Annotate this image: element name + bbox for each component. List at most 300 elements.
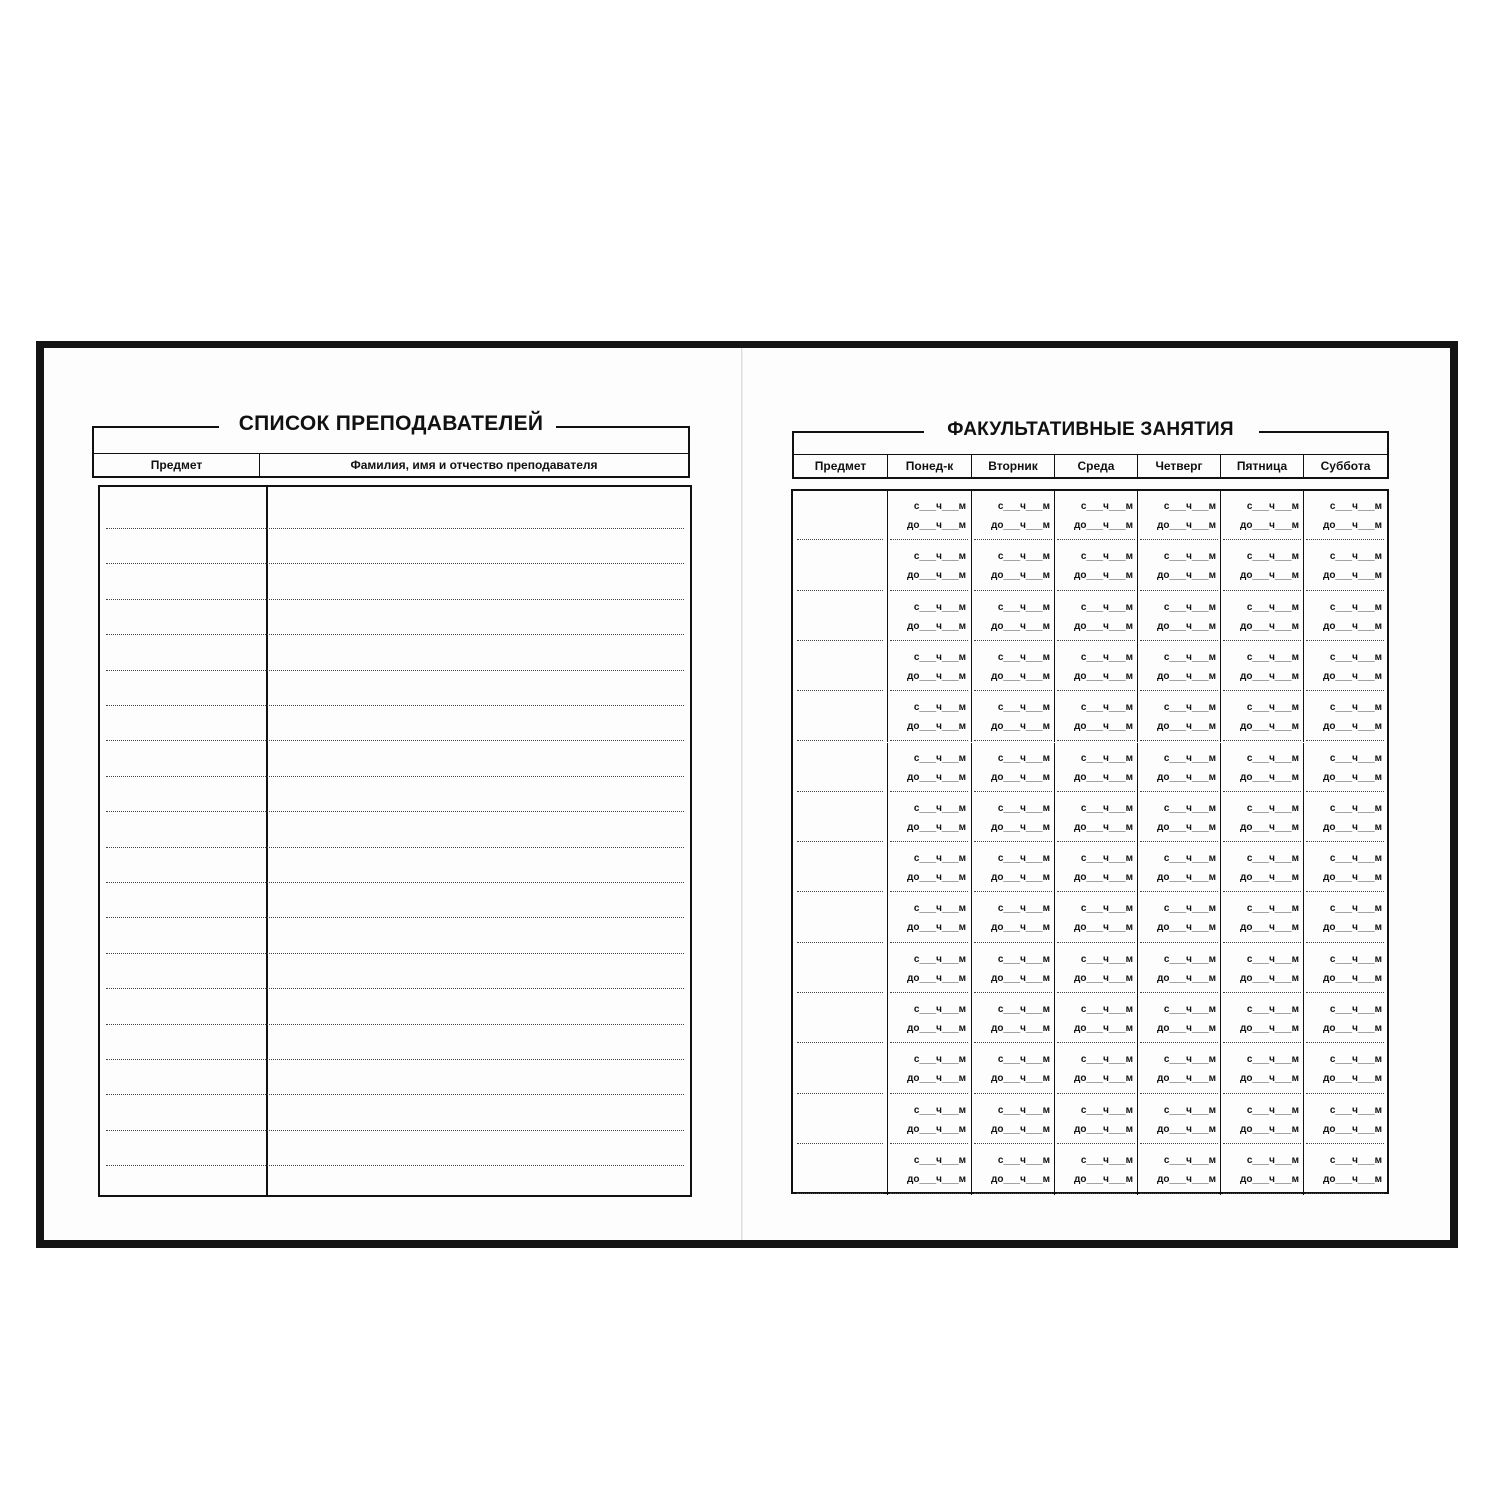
- time-to-label: до___ч___м: [1156, 821, 1216, 833]
- entry-line[interactable]: [106, 1130, 684, 1131]
- time-cell-tuesday[interactable]: [971, 994, 1054, 1044]
- time-cell-monday[interactable]: [887, 843, 970, 893]
- column-header-thursday: Четверг: [1138, 455, 1221, 478]
- time-cell-thursday[interactable]: [1137, 843, 1220, 893]
- row-separator: [974, 1193, 1052, 1194]
- time-from-label: с___ч___м: [1329, 1054, 1382, 1066]
- time-from-label: с___ч___м: [1080, 1104, 1133, 1116]
- time-cell-wednesday[interactable]: [1054, 793, 1137, 843]
- time-to-label: до___ч___м: [1073, 821, 1133, 833]
- entry-line[interactable]: [106, 811, 684, 812]
- entry-line[interactable]: [106, 882, 684, 883]
- row-separator: [1223, 590, 1301, 591]
- teachers-table-body: [98, 485, 692, 1197]
- time-to-label: до___ч___м: [1073, 972, 1133, 984]
- time-cell-friday[interactable]: [1220, 642, 1303, 692]
- time-cell-saturday[interactable]: [1303, 793, 1386, 843]
- entry-line[interactable]: [106, 599, 684, 600]
- time-to-label: до___ч___м: [906, 872, 966, 884]
- time-from-label: с___ч___м: [997, 601, 1050, 613]
- entry-line[interactable]: [106, 705, 684, 706]
- row-separator: [890, 1193, 968, 1194]
- time-cell-thursday[interactable]: [1137, 642, 1220, 692]
- time-cell-friday[interactable]: [1220, 592, 1303, 642]
- time-from-label: с___ч___м: [1163, 903, 1216, 915]
- row-separator: [1140, 640, 1218, 641]
- time-cell-thursday[interactable]: [1137, 491, 1220, 541]
- time-cell-thursday[interactable]: [1137, 743, 1220, 793]
- time-cell-saturday[interactable]: [1303, 692, 1386, 742]
- row-separator: [890, 740, 968, 741]
- time-cell-saturday[interactable]: [1303, 893, 1386, 943]
- time-cell-tuesday[interactable]: [971, 692, 1054, 742]
- time-cell-friday[interactable]: [1220, 1095, 1303, 1145]
- time-from-label: с___ч___м: [1246, 802, 1299, 814]
- time-cell-tuesday[interactable]: [971, 1095, 1054, 1145]
- subject-cell[interactable]: [793, 692, 887, 742]
- subject-line: [797, 740, 883, 741]
- page-title: ФАКУЛЬТАТИВНЫЕ ЗАНЯТИЯ: [947, 419, 1234, 440]
- time-to-label: до___ч___м: [1073, 1173, 1133, 1185]
- time-from-label: с___ч___м: [1080, 551, 1133, 563]
- time-cell-friday[interactable]: [1220, 994, 1303, 1044]
- time-to-label: до___ч___м: [906, 1123, 966, 1135]
- electives-table-body: [791, 489, 1389, 1194]
- time-cell-saturday[interactable]: [1303, 541, 1386, 591]
- time-to-label: до___ч___м: [1156, 1023, 1216, 1034]
- time-to-label: до___ч___м: [1322, 1123, 1382, 1135]
- time-from-label: с___ч___м: [1080, 802, 1133, 814]
- schedule-row: [793, 1145, 1387, 1195]
- time-from-label: с___ч___м: [1246, 551, 1299, 563]
- row-separator: [1306, 539, 1384, 540]
- time-from-label: с___ч___м: [1246, 1004, 1299, 1015]
- time-cell-tuesday[interactable]: [971, 541, 1054, 591]
- row-separator: [974, 1042, 1052, 1043]
- time-to-label: до___ч___м: [1156, 922, 1216, 934]
- time-from-label: с___ч___м: [1329, 752, 1382, 764]
- entry-line[interactable]: [106, 917, 684, 918]
- row-separator: [1306, 590, 1384, 591]
- time-cell-saturday[interactable]: [1303, 994, 1386, 1044]
- time-cell-monday[interactable]: [887, 1095, 970, 1145]
- row-separator: [1223, 1143, 1301, 1144]
- time-cell-friday[interactable]: [1220, 893, 1303, 943]
- column-header-tuesday: Вторник: [972, 455, 1055, 478]
- subject-cell[interactable]: [793, 944, 887, 994]
- time-from-label: с___ч___м: [1329, 702, 1382, 714]
- time-cell-tuesday[interactable]: [971, 642, 1054, 692]
- row-separator: [1140, 942, 1218, 943]
- time-to-label: до___ч___м: [1322, 721, 1382, 733]
- time-cell-friday[interactable]: [1220, 944, 1303, 994]
- notebook-spread: [36, 341, 1458, 1248]
- schedule-row: [793, 541, 1387, 591]
- subject-line: [797, 942, 883, 943]
- time-to-label: до___ч___м: [906, 1023, 966, 1034]
- time-cell-thursday[interactable]: [1137, 1095, 1220, 1145]
- time-cell-saturday[interactable]: [1303, 1044, 1386, 1094]
- time-cell-monday[interactable]: [887, 1145, 970, 1195]
- subject-line: [797, 1093, 883, 1094]
- subject-line: [797, 690, 883, 691]
- time-cell-wednesday[interactable]: [1054, 994, 1137, 1044]
- row-separator: [1223, 791, 1301, 792]
- time-to-label: до___ч___м: [1239, 721, 1299, 733]
- subject-line: [797, 992, 883, 993]
- row-separator: [890, 942, 968, 943]
- time-cell-thursday[interactable]: [1137, 1044, 1220, 1094]
- column-headers: [94, 453, 688, 477]
- time-cell-tuesday[interactable]: [971, 893, 1054, 943]
- time-cell-saturday[interactable]: [1303, 1145, 1386, 1195]
- time-cell-wednesday[interactable]: [1054, 843, 1137, 893]
- time-from-label: с___ч___м: [1080, 651, 1133, 663]
- subject-cell[interactable]: [793, 843, 887, 893]
- entry-line[interactable]: [106, 1094, 684, 1095]
- time-from-label: с___ч___м: [997, 953, 1050, 965]
- time-from-label: с___ч___м: [1080, 903, 1133, 915]
- time-cell-friday[interactable]: [1220, 1145, 1303, 1195]
- time-cell-friday[interactable]: [1220, 743, 1303, 793]
- row-separator: [1140, 590, 1218, 591]
- row-separator: [1057, 1143, 1135, 1144]
- time-cell-friday[interactable]: [1220, 1044, 1303, 1094]
- time-from-label: с___ч___м: [1246, 853, 1299, 865]
- time-from-label: с___ч___м: [913, 802, 966, 814]
- paper: [44, 348, 1450, 1240]
- time-to-label: до___ч___м: [1156, 1073, 1216, 1085]
- time-to-label: до___ч___м: [906, 570, 966, 582]
- time-cell-saturday[interactable]: [1303, 843, 1386, 893]
- time-cell-tuesday[interactable]: [971, 944, 1054, 994]
- time-from-label: с___ч___м: [1080, 1054, 1133, 1066]
- row-separator: [1140, 1093, 1218, 1094]
- time-from-label: с___ч___м: [1163, 1154, 1216, 1166]
- row-separator: [1057, 1093, 1135, 1094]
- time-to-label: до___ч___м: [990, 570, 1050, 582]
- subject-cell[interactable]: [793, 642, 887, 692]
- time-to-label: до___ч___м: [1322, 1073, 1382, 1085]
- row-separator: [1223, 539, 1301, 540]
- row-separator: [974, 740, 1052, 741]
- subject-cell[interactable]: [793, 793, 887, 843]
- time-cell-friday[interactable]: [1220, 843, 1303, 893]
- time-cell-thursday[interactable]: [1137, 893, 1220, 943]
- time-from-label: с___ч___м: [913, 1054, 966, 1066]
- row-separator: [1140, 992, 1218, 993]
- subject-line: [797, 1143, 883, 1144]
- time-to-label: до___ч___м: [1073, 872, 1133, 884]
- time-to-label: до___ч___м: [1156, 872, 1216, 884]
- time-cell-wednesday[interactable]: [1054, 944, 1137, 994]
- time-to-label: до___ч___м: [990, 922, 1050, 934]
- time-to-label: до___ч___м: [1239, 620, 1299, 632]
- row-separator: [890, 1143, 968, 1144]
- time-cell-monday[interactable]: [887, 743, 970, 793]
- time-to-label: до___ч___м: [1073, 1123, 1133, 1135]
- time-cell-wednesday[interactable]: [1054, 743, 1137, 793]
- time-from-label: с___ч___м: [1329, 551, 1382, 563]
- time-cell-friday[interactable]: [1220, 541, 1303, 591]
- time-cell-wednesday[interactable]: [1054, 541, 1137, 591]
- time-cell-thursday[interactable]: [1137, 592, 1220, 642]
- time-cell-monday[interactable]: [887, 642, 970, 692]
- time-cell-thursday[interactable]: [1137, 541, 1220, 591]
- row-separator: [1140, 1193, 1218, 1194]
- time-cell-saturday[interactable]: [1303, 491, 1386, 541]
- time-from-label: с___ч___м: [1163, 802, 1216, 814]
- time-to-label: до___ч___м: [906, 721, 966, 733]
- time-cell-saturday[interactable]: [1303, 743, 1386, 793]
- time-to-label: до___ч___м: [990, 620, 1050, 632]
- time-cell-tuesday[interactable]: [971, 793, 1054, 843]
- time-from-label: с___ч___м: [997, 903, 1050, 915]
- time-cell-tuesday[interactable]: [971, 1044, 1054, 1094]
- time-cell-thursday[interactable]: [1137, 1145, 1220, 1195]
- time-cell-saturday[interactable]: [1303, 1095, 1386, 1145]
- time-to-label: до___ч___м: [1322, 620, 1382, 632]
- time-to-label: до___ч___м: [1239, 771, 1299, 783]
- time-cell-tuesday[interactable]: [971, 491, 1054, 541]
- row-separator: [1140, 539, 1218, 540]
- time-cell-monday[interactable]: [887, 793, 970, 843]
- time-from-label: с___ч___м: [997, 702, 1050, 714]
- row-separator: [1140, 1143, 1218, 1144]
- subject-cell[interactable]: [793, 994, 887, 1044]
- row-separator: [1057, 740, 1135, 741]
- subject-cell[interactable]: [793, 541, 887, 591]
- time-from-label: с___ч___м: [1246, 903, 1299, 915]
- time-to-label: до___ч___м: [1073, 721, 1133, 733]
- row-separator: [1306, 791, 1384, 792]
- time-to-label: до___ч___м: [906, 1073, 966, 1085]
- entry-line[interactable]: [106, 847, 684, 848]
- time-cell-monday[interactable]: [887, 994, 970, 1044]
- time-to-label: до___ч___м: [1156, 520, 1216, 531]
- time-from-label: с___ч___м: [1246, 601, 1299, 613]
- time-to-label: до___ч___м: [906, 1173, 966, 1185]
- row-separator: [1306, 1093, 1384, 1094]
- time-to-label: до___ч___м: [1239, 1073, 1299, 1085]
- time-from-label: с___ч___м: [1080, 601, 1133, 613]
- time-from-label: с___ч___м: [997, 551, 1050, 563]
- row-separator: [890, 841, 968, 842]
- subject-cell[interactable]: [793, 1145, 887, 1195]
- time-cell-monday[interactable]: [887, 592, 970, 642]
- time-from-label: с___ч___м: [1163, 1004, 1216, 1015]
- entry-line[interactable]: [106, 1165, 684, 1166]
- electives-table-header: [792, 419, 1389, 479]
- time-cell-wednesday[interactable]: [1054, 692, 1137, 742]
- time-to-label: до___ч___м: [1239, 1123, 1299, 1135]
- time-cell-saturday[interactable]: [1303, 944, 1386, 994]
- time-from-label: с___ч___м: [1080, 501, 1133, 512]
- row-separator: [974, 690, 1052, 691]
- time-to-label: до___ч___м: [906, 821, 966, 833]
- row-separator: [1306, 1193, 1384, 1194]
- time-from-label: с___ч___м: [997, 1004, 1050, 1015]
- time-cell-monday[interactable]: [887, 692, 970, 742]
- column-header-teacher-name: Фамилия, имя и отчество преподавателя: [350, 458, 598, 472]
- subject-cell[interactable]: [793, 1044, 887, 1094]
- time-to-label: до___ч___м: [1156, 1123, 1216, 1135]
- time-to-label: до___ч___м: [1322, 670, 1382, 682]
- time-cell-monday[interactable]: [887, 541, 970, 591]
- row-separator: [1223, 942, 1301, 943]
- time-to-label: до___ч___м: [1239, 821, 1299, 833]
- time-cell-monday[interactable]: [887, 1044, 970, 1094]
- entry-line[interactable]: [106, 670, 684, 671]
- time-from-label: с___ч___м: [1329, 501, 1382, 512]
- row-separator: [974, 841, 1052, 842]
- row-separator: [890, 640, 968, 641]
- time-from-label: с___ч___м: [913, 651, 966, 663]
- time-from-label: с___ч___м: [997, 802, 1050, 814]
- time-cell-friday[interactable]: [1220, 491, 1303, 541]
- time-from-label: с___ч___м: [1080, 752, 1133, 764]
- entry-line[interactable]: [106, 563, 684, 564]
- time-cell-wednesday[interactable]: [1054, 1095, 1137, 1145]
- time-cell-saturday[interactable]: [1303, 642, 1386, 692]
- schedule-row: [793, 743, 1387, 793]
- time-to-label: до___ч___м: [906, 771, 966, 783]
- time-from-label: с___ч___м: [1329, 601, 1382, 613]
- time-from-label: с___ч___м: [1329, 953, 1382, 965]
- time-from-label: с___ч___м: [1163, 853, 1216, 865]
- time-to-label: до___ч___м: [1322, 922, 1382, 934]
- time-to-label: до___ч___м: [990, 520, 1050, 531]
- time-cell-monday[interactable]: [887, 893, 970, 943]
- time-to-label: до___ч___м: [1156, 972, 1216, 984]
- time-from-label: с___ч___м: [1080, 853, 1133, 865]
- time-from-label: с___ч___м: [997, 752, 1050, 764]
- time-to-label: до___ч___м: [1322, 972, 1382, 984]
- time-cell-saturday[interactable]: [1303, 592, 1386, 642]
- schedule-row: [793, 994, 1387, 1044]
- subject-cell[interactable]: [793, 743, 887, 793]
- time-to-label: до___ч___м: [1322, 771, 1382, 783]
- time-to-label: до___ч___м: [1156, 771, 1216, 783]
- row-separator: [1057, 590, 1135, 591]
- time-from-label: с___ч___м: [1246, 702, 1299, 714]
- time-to-label: до___ч___м: [990, 872, 1050, 884]
- row-separator: [974, 640, 1052, 641]
- time-to-label: до___ч___м: [1322, 821, 1382, 833]
- time-cell-tuesday[interactable]: [971, 592, 1054, 642]
- entry-line[interactable]: [106, 740, 684, 741]
- time-cell-thursday[interactable]: [1137, 692, 1220, 742]
- subject-line: [797, 539, 883, 540]
- time-from-label: с___ч___м: [1246, 1054, 1299, 1066]
- row-separator: [1306, 942, 1384, 943]
- column-header-subject: Предмет: [794, 455, 888, 478]
- time-cell-wednesday[interactable]: [1054, 592, 1137, 642]
- time-to-label: до___ч___м: [1239, 922, 1299, 934]
- entry-line[interactable]: [106, 528, 684, 529]
- time-from-label: с___ч___м: [1163, 953, 1216, 965]
- time-to-label: до___ч___м: [1322, 1173, 1382, 1185]
- time-cell-thursday[interactable]: [1137, 944, 1220, 994]
- time-to-label: до___ч___м: [990, 1173, 1050, 1185]
- time-cell-tuesday[interactable]: [971, 1145, 1054, 1195]
- subject-cell[interactable]: [793, 491, 887, 541]
- time-from-label: с___ч___м: [913, 752, 966, 764]
- entry-line[interactable]: [106, 1059, 684, 1060]
- time-cell-monday[interactable]: [887, 491, 970, 541]
- entry-line[interactable]: [106, 988, 684, 989]
- column-header-wednesday: Среда: [1055, 455, 1138, 478]
- row-separator: [974, 1143, 1052, 1144]
- time-to-label: до___ч___м: [990, 1073, 1050, 1085]
- time-from-label: с___ч___м: [1329, 1154, 1382, 1166]
- row-separator: [1140, 791, 1218, 792]
- time-cell-friday[interactable]: [1220, 692, 1303, 742]
- schedule-row: [793, 944, 1387, 994]
- time-from-label: с___ч___м: [1246, 752, 1299, 764]
- time-to-label: до___ч___м: [1239, 570, 1299, 582]
- row-separator: [1223, 841, 1301, 842]
- time-cell-tuesday[interactable]: [971, 843, 1054, 893]
- row-separator: [1223, 1193, 1301, 1194]
- time-to-label: до___ч___м: [1322, 1023, 1382, 1034]
- time-to-label: до___ч___м: [990, 821, 1050, 833]
- time-from-label: с___ч___м: [997, 853, 1050, 865]
- entry-line[interactable]: [106, 953, 684, 954]
- column-header-friday: Пятница: [1221, 455, 1304, 478]
- time-cell-tuesday[interactable]: [971, 743, 1054, 793]
- time-cell-thursday[interactable]: [1137, 994, 1220, 1044]
- row-separator: [1223, 640, 1301, 641]
- time-from-label: с___ч___м: [997, 501, 1050, 512]
- subject-line: [797, 640, 883, 641]
- time-cell-wednesday[interactable]: [1054, 1145, 1137, 1195]
- row-separator: [890, 1042, 968, 1043]
- time-to-label: до___ч___м: [1322, 520, 1382, 531]
- time-from-label: с___ч___м: [913, 1154, 966, 1166]
- time-from-label: с___ч___м: [1246, 953, 1299, 965]
- subject-cell[interactable]: [793, 592, 887, 642]
- time-cell-friday[interactable]: [1220, 793, 1303, 843]
- time-to-label: до___ч___м: [990, 1023, 1050, 1034]
- time-cell-wednesday[interactable]: [1054, 642, 1137, 692]
- entry-line[interactable]: [106, 634, 684, 635]
- subject-cell[interactable]: [793, 893, 887, 943]
- time-from-label: с___ч___м: [913, 903, 966, 915]
- row-separator: [890, 690, 968, 691]
- time-from-label: с___ч___м: [1163, 551, 1216, 563]
- time-from-label: с___ч___м: [1246, 1154, 1299, 1166]
- time-from-label: с___ч___м: [1329, 802, 1382, 814]
- entry-line[interactable]: [106, 776, 684, 777]
- time-from-label: с___ч___м: [1329, 903, 1382, 915]
- entry-line[interactable]: [106, 1024, 684, 1025]
- time-to-label: до___ч___м: [1073, 771, 1133, 783]
- time-cell-wednesday[interactable]: [1054, 893, 1137, 943]
- time-to-label: до___ч___м: [1073, 670, 1133, 682]
- time-to-label: до___ч___м: [1156, 570, 1216, 582]
- schedule-row: [793, 1095, 1387, 1145]
- time-cell-wednesday[interactable]: [1054, 1044, 1137, 1094]
- row-separator: [890, 539, 968, 540]
- time-from-label: с___ч___м: [913, 551, 966, 563]
- time-cell-thursday[interactable]: [1137, 793, 1220, 843]
- subject-cell[interactable]: [793, 1095, 887, 1145]
- column-headers: [794, 454, 1387, 478]
- time-cell-wednesday[interactable]: [1054, 491, 1137, 541]
- time-cell-monday[interactable]: [887, 944, 970, 994]
- time-from-label: с___ч___м: [1329, 1004, 1382, 1015]
